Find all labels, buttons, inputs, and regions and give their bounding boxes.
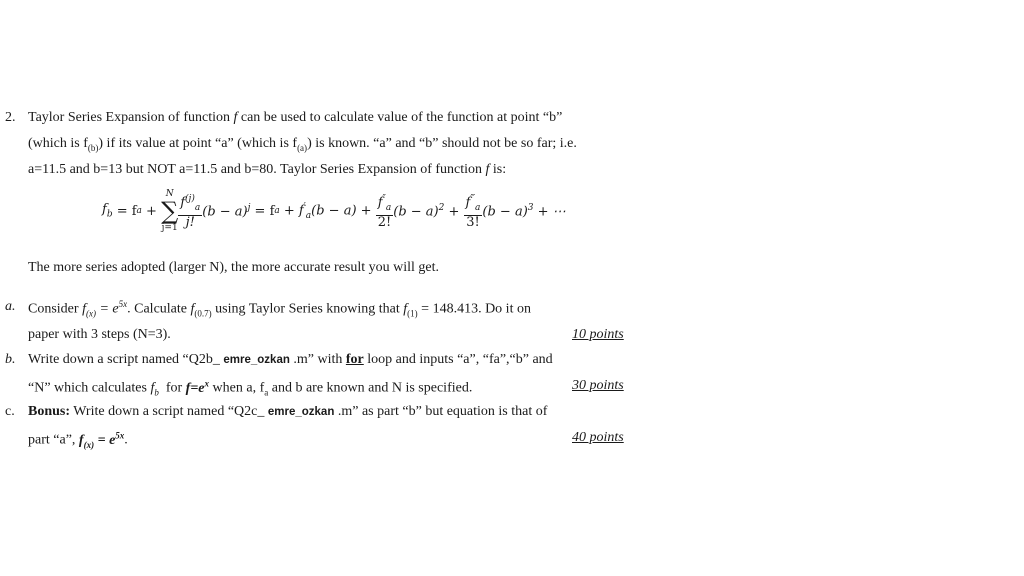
function-f-2: f <box>485 162 490 177</box>
formula-eq1: = f <box>112 203 137 219</box>
q2-line2b: ) if its value at point “a” (which is f <box>98 136 298 151</box>
part-b-line-1: Write down a script named “Q2b_ emre_ozkan .m” with for loop and inputs “a”, “fa”,“b” and <box>28 352 553 367</box>
student-name: emre_ozkan <box>223 354 290 366</box>
formula-plus1: + <box>141 203 162 219</box>
part-b-line-2: “N” which calculates $f_b$ for $f=e^x$ when a, $f_a$ and b are known and N is specified. <box>28 378 473 398</box>
q2-line1b-text: can be used to calculate value of the function at point “b” <box>237 110 563 125</box>
function-f: f <box>233 110 238 125</box>
part-b-label: b. <box>5 352 16 367</box>
formula-term2: + $f'_a(b - a)$ + <box>279 201 376 221</box>
fraction-2: $\frac{f''_a}{2!}$ <box>377 194 392 230</box>
q2-line-1 <box>28 110 562 126</box>
formula-eq2: = f <box>250 203 275 219</box>
q2-line2a: (which is f <box>28 136 88 151</box>
formula-fa-sub-2: a <box>274 206 280 216</box>
part-c-line-1: Bonus: Write down a script named “Q2c_ emre_ozkan .m” as part “b” but equation is that of <box>28 404 548 419</box>
part-a-line-2: paper with 3 steps (N=3). <box>28 327 171 342</box>
part-c-label: c. <box>5 404 15 419</box>
q2-line-3 <box>28 162 506 178</box>
student-name-2: emre_ozkan <box>267 406 335 418</box>
formula-term1: $(b - a)^j$ <box>202 202 251 220</box>
part-a-line-1: Consider $f_{(x)} = e^{5x}$. Calculate $f_{(0.7)}$ using Taylor Series knowing that $f_{(1)} = 148.413$. Do it on <box>28 299 531 319</box>
q2-line1-text: Taylor Series Expansion of function <box>28 110 234 125</box>
part-c-line-2: part “a”, $f_{(x)} = e^{5x}$. <box>28 430 128 450</box>
q2-line3c: is: <box>489 162 507 177</box>
part-a-points: 10 points <box>572 327 624 342</box>
fraction-1: $\frac{f^{(j)}_a}{j!}$ <box>180 194 201 230</box>
more-series-note: The more series adopted (larger N), the more accurate result you will get. <box>28 260 440 275</box>
for-keyword: for <box>345 352 364 367</box>
q2-line2c: ) is known. “a” and “b” should not be so far; i.e. <box>307 136 577 151</box>
formula-term3: $(b - a)^2$ + <box>393 202 464 220</box>
fraction-3: $\frac{f^‴_a}{3!}$ <box>465 194 481 230</box>
q2-line3a: a=11.5 and b=13 but NOT a=11.5 and b=80. Taylor Series Expansion of function <box>28 162 486 177</box>
formula-fa-sub: a <box>136 206 142 216</box>
formula-lhs: $f_b$ <box>102 202 113 220</box>
bonus-label: Bonus: <box>28 404 71 419</box>
formula-term4: $(b - a)^3$ + ⋯ <box>482 202 566 220</box>
sum-lower: j=1 <box>161 223 178 233</box>
q2-line-2 <box>28 136 577 153</box>
part-b-points: 30 points <box>572 378 624 393</box>
part-c-points: 40 points <box>572 430 624 445</box>
sum-sigma: ∑ <box>161 197 179 225</box>
sum-upper: N <box>165 189 174 199</box>
q2-line2-sub-b: (b) <box>87 142 99 153</box>
part-a-label: a. <box>5 299 16 314</box>
summation-symbol <box>161 189 178 233</box>
taylor-formula <box>102 186 566 236</box>
q2-line2-sub-a: (a) <box>297 142 308 153</box>
question-number: 2. <box>5 110 16 125</box>
